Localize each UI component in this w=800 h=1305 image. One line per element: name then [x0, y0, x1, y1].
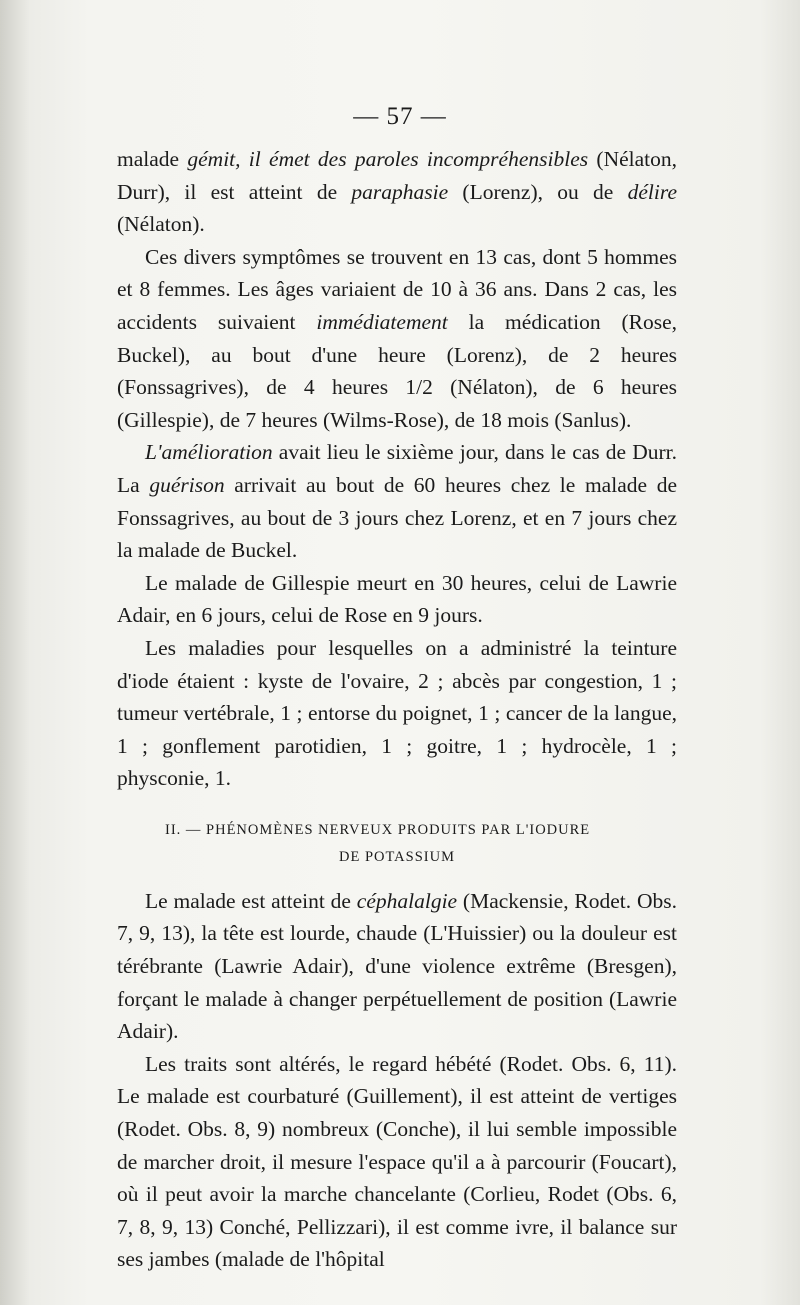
italic-run: L'amélioration [145, 440, 273, 465]
italic-run: délire [627, 179, 677, 204]
paragraph-3 [117, 436, 677, 566]
paragraph-1 [117, 143, 677, 241]
text-run: la médication (Rose, Buckel), au bout d'une heure (Lorenz), de 2 heures (Fonssagrives), de 4 heures 1/2 (Nélaton), de 6 heures (Gillespie), de 7 heures (Wilms-Rose), de 18 mois (Sanlus). [117, 309, 677, 432]
body-text [117, 143, 677, 1276]
text-run: Les maladies pour lesquelles on a administré la teinture d'iode étaient : kyste de l'ovaire, 2 ; abcès par congestion, 1 ; tumeur vertébrale, 1 ; entorse du poignet, 1 ; cancer de la langue, 1 ; gonflement parotidien, 1 ; goitre, 1 ; hydrocèle, 1 ; physconie, 1. [117, 635, 677, 791]
paragraph-5 [117, 632, 677, 795]
section-heading-line-2: DE POTASSIUM [339, 848, 455, 865]
text-run: (Lorenz), ou de [448, 179, 628, 204]
text-run: (Nélaton). [117, 212, 205, 237]
text-run: Le malade est atteint de [145, 888, 357, 913]
paragraph-2 [117, 241, 677, 437]
text-run: arrivait au bout de 60 heures chez le malade de Fonssagrives, au bout de 3 jours chez Lorenz, et en 7 jours chez la malade de Buckel. [117, 472, 677, 563]
italic-run: paraphasie [351, 179, 449, 204]
text-run: avait lieu le sixième jour, dans le cas de Durr. La [117, 440, 677, 497]
paragraph-4 [117, 567, 677, 632]
text-run: (Mackensie, Rodet. Obs. 7, 9, 13), la tête est lourde, chaude (L'Huissier) ou la douleur est térébrante (Lawrie Adair), d'une violence extrême (Bresgen), forçant le malade à changer perpétuellement de position (Lawrie Adair). [117, 888, 678, 1044]
text-run: Les traits sont altérés, le regard hébété (Rodet. Obs. 6, 11). Le malade est courbaturé (Guillement), il est atteint de vertiges (Rodet. Obs. 8, 9) nombreux (Conche), il lui semble impossible de marcher droit, il mesure l'espace qu'il a à parcourir (Foucart), où il peut avoir la marche chancelante (Corlieu, Rodet (Obs. 6, 7, 8, 9, 13) Conché, Pellizzari), il est comme ivre, il balance sur ses jambes (malade de l'hôpital [117, 1051, 677, 1272]
italic-run: guérison [149, 472, 225, 497]
italic-run: immédiatement [316, 309, 448, 334]
text-run: Le malade de Gillespie meurt en 30 heures, celui de Lawrie Adair, en 6 jours, celui de Rose en 9 jours. [117, 570, 677, 628]
page-number: — 57 — [353, 103, 447, 130]
italic-run: céphalalgie [356, 888, 458, 913]
paragraph-6 [117, 885, 677, 1048]
section-heading-line-1: II. — PHÉNOMÈNES NERVEUX PRODUITS PAR L'IODURE [165, 821, 591, 838]
paragraph-7 [117, 1048, 677, 1276]
text-run: Ces divers symptômes se trouvent en 13 cas, dont 5 hommes et 8 femmes. Les âges variaient de 10 à 36 ans. Dans 2 cas, les accidents suivaient [117, 244, 677, 334]
text-run: malade [117, 147, 188, 171]
italic-run: gémit, il émet des paroles incompréhensibles [187, 147, 589, 171]
section-heading [117, 817, 677, 871]
text-run: (Nélaton, Durr), il est atteint de [117, 147, 677, 204]
